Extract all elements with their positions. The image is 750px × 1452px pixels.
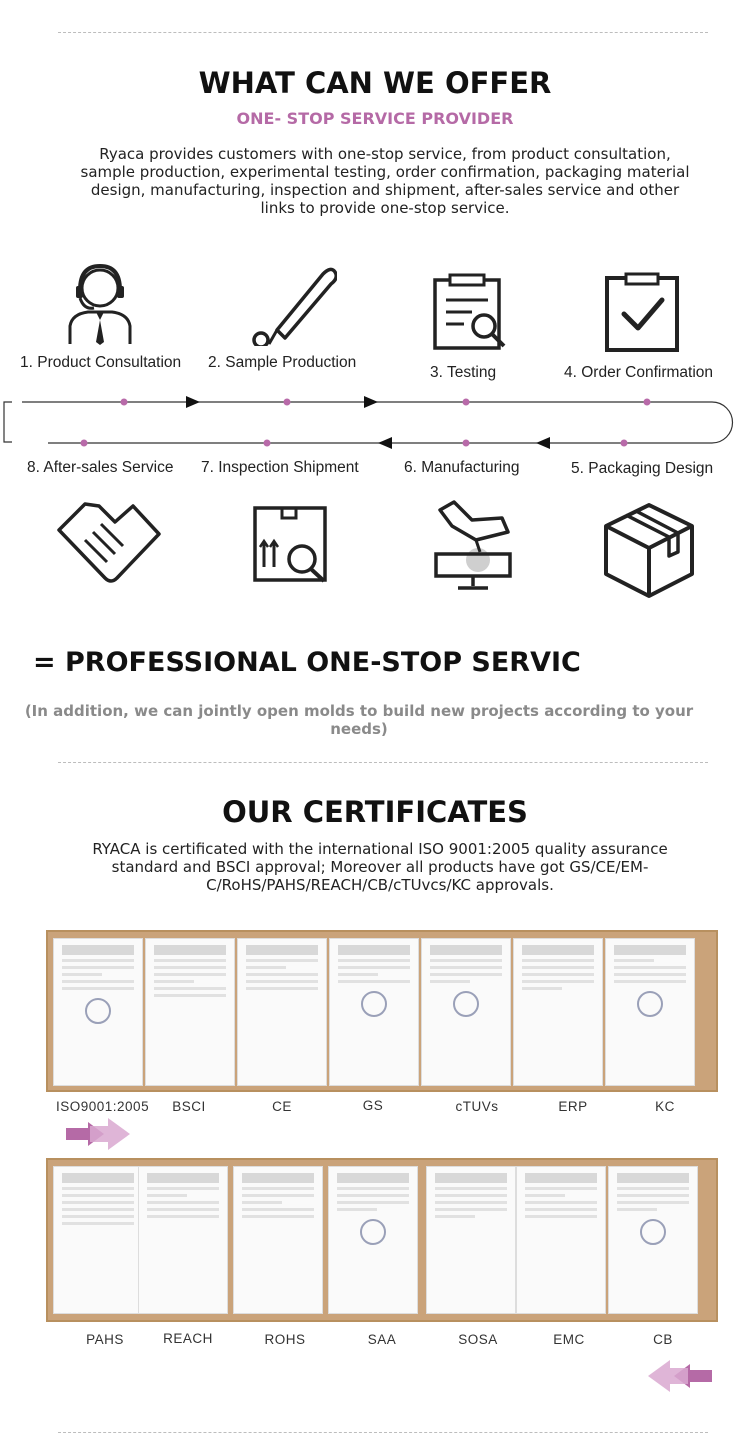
certificate-image bbox=[421, 938, 511, 1086]
certificate-image bbox=[53, 1166, 143, 1314]
certificate-image bbox=[237, 938, 327, 1086]
flow-dot bbox=[121, 399, 128, 406]
certificates-description: RYACA is certificated with the international ISO 9001:2005 quality assurance standard and BSCI approval; Moreover all products have got GS/CE/EM-C/RoHS/PAHS/REACH/CB/cTUvcs/KC approvals. bbox=[92, 840, 668, 894]
cert-label-iso: ISO9001:2005 bbox=[56, 1099, 150, 1114]
arrow-right-icon bbox=[364, 396, 378, 408]
step-label-4: 4. Order Confirmation bbox=[564, 364, 714, 381]
offer-title: WHAT CAN WE OFFER bbox=[198, 66, 552, 100]
certificate-image bbox=[516, 1166, 606, 1314]
cert-label-gs: GS bbox=[362, 1098, 384, 1113]
certificate-image bbox=[329, 938, 419, 1086]
step-label-3: 3. Testing bbox=[430, 364, 497, 381]
certificate-image bbox=[426, 1166, 516, 1314]
certificate-image bbox=[233, 1166, 323, 1314]
cert-label-pahs: PAHS bbox=[86, 1332, 124, 1347]
cert-label-cb: CB bbox=[653, 1332, 673, 1347]
box-inspection-icon bbox=[252, 505, 330, 583]
cert-label-reach: REACH bbox=[163, 1331, 213, 1346]
certificate-image bbox=[138, 1166, 228, 1314]
package-box-icon bbox=[602, 502, 696, 600]
arrow-right-icon bbox=[186, 396, 200, 408]
double-arrow-left-icon bbox=[646, 1360, 716, 1392]
flow-dot bbox=[621, 440, 628, 447]
handshake-icon bbox=[55, 500, 163, 584]
top-divider bbox=[58, 32, 708, 33]
certificate-image bbox=[513, 938, 603, 1086]
cert-label-erp: ERP bbox=[558, 1099, 588, 1114]
certificate-image bbox=[53, 938, 143, 1086]
clipboard-search-icon bbox=[432, 272, 510, 352]
cert-label-bsci: BSCI bbox=[172, 1099, 206, 1114]
cert-label-saa: SAA bbox=[367, 1332, 397, 1347]
step-label-2: 2. Sample Production bbox=[208, 354, 357, 371]
flow-dot bbox=[81, 440, 88, 447]
flow-dot bbox=[644, 399, 651, 406]
step-label-7: 7. Inspection Shipment bbox=[201, 459, 359, 476]
process-flow-track bbox=[0, 390, 750, 456]
offer-subtitle: ONE- STOP SERVICE PROVIDER bbox=[236, 109, 514, 128]
flow-dot bbox=[463, 399, 470, 406]
cert-label-sosa: SOSA bbox=[458, 1332, 498, 1347]
cert-label-kc: KC bbox=[655, 1099, 675, 1114]
step-label-6: 6. Manufacturing bbox=[404, 459, 520, 476]
certificates-title: OUR CERTIFICATES bbox=[222, 795, 528, 829]
certificate-image bbox=[605, 938, 695, 1086]
cert-label-rohs: ROHS bbox=[264, 1332, 306, 1347]
checkbox-icon bbox=[604, 272, 680, 352]
flow-dot bbox=[264, 440, 271, 447]
certificate-wall-row-2 bbox=[46, 1158, 718, 1322]
arrow-left-icon bbox=[378, 437, 392, 449]
molds-note: (In addition, we can jointly open molds to build new projects according to your needs) bbox=[24, 702, 694, 738]
flow-dot bbox=[284, 399, 291, 406]
certificate-wall-row-1 bbox=[46, 930, 718, 1092]
bottom-divider bbox=[58, 1432, 708, 1433]
pen-icon bbox=[247, 260, 337, 346]
cert-label-emc: EMC bbox=[553, 1332, 585, 1347]
step-label-5: 5. Packaging Design bbox=[571, 460, 714, 477]
certificate-image bbox=[328, 1166, 418, 1314]
offer-description: Ryaca provides customers with one-stop service, from product consultation, sample production, experimental testing, order confirmation, packaging material design, manufacturing, inspection and shipment, after-sales service and other links to provide one-stop service. bbox=[80, 145, 690, 217]
customer-service-icon bbox=[66, 260, 134, 346]
robot-arm-icon bbox=[432, 500, 514, 592]
certificate-image bbox=[608, 1166, 698, 1314]
arrow-left-icon bbox=[536, 437, 550, 449]
flow-dot bbox=[463, 440, 470, 447]
step-label-1: 1. Product Consultation bbox=[20, 354, 182, 371]
cert-label-ce: CE bbox=[272, 1099, 292, 1114]
cert-label-ctuvs: cTUVs bbox=[455, 1099, 499, 1114]
middle-divider bbox=[58, 762, 708, 763]
double-arrow-right-icon bbox=[64, 1118, 132, 1150]
professional-headline: = PROFESSIONAL ONE-STOP SERVIC bbox=[33, 647, 581, 678]
step-label-8: 8. After-sales Service bbox=[27, 459, 174, 476]
certificate-image bbox=[145, 938, 235, 1086]
